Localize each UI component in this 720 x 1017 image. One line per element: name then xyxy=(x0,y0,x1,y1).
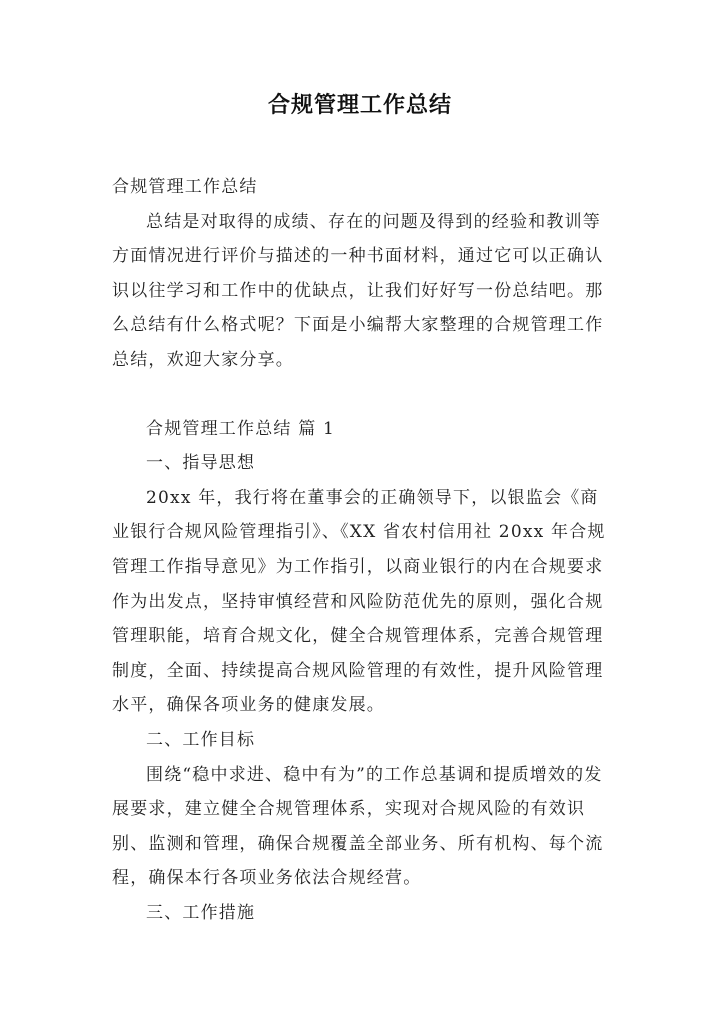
intro-heading: 合规管理工作总结 xyxy=(112,177,258,197)
intro-paragraph: 总结是对取得的成绩、存在的问题及得到的经验和教训等方面情况进行评价与描述的一种书面材料，通过它可以正确认识以往学习和工作中的优缺点，让我们好好写一份总结吧。那么总结有什么格式呢？下面是小编帮大家整理的合规管理工作总结，欢迎大家分享。 xyxy=(112,211,604,370)
document-body xyxy=(112,170,612,930)
section-heading: 合规管理工作总结 篇 1 xyxy=(146,418,336,439)
work-goals-heading: 二、工作目标 xyxy=(146,729,256,750)
guiding-ideology-heading: 一、指导思想 xyxy=(146,453,256,474)
guiding-ideology-paragraph: 20xx 年，我行将在董事会的正确领导下，以银监会《商业银行合规风险管理指引》、《XX 省农村信用社 20xx 年合规管理工作指导意见》为工作指引，以商业银行的内在合规要求作为出发点，坚持审慎经营和风险防范优先的原则，强化合规管理职能，培育合规文化，健全合规管理体系，完善合规管理制度，全面、持续提高合规风险管理的有效性，提升风险管理水平，确保各项业务的健康发展。 xyxy=(112,487,606,716)
paragraph-gap xyxy=(112,378,612,412)
work-measures-heading: 三、工作措施 xyxy=(146,902,256,923)
work-goals-paragraph: 围绕“稳中求进、稳中有为”的工作总基调和提质增效的发展要求，建立健全合规管理体系，实现对合规风险的有效识别、监测和管理，确保合规覆盖全部业务、所有机构、每个流程，确保本行各项业务依法合规经营。 xyxy=(112,764,604,889)
document-title: 合规管理工作总结 xyxy=(267,93,452,118)
